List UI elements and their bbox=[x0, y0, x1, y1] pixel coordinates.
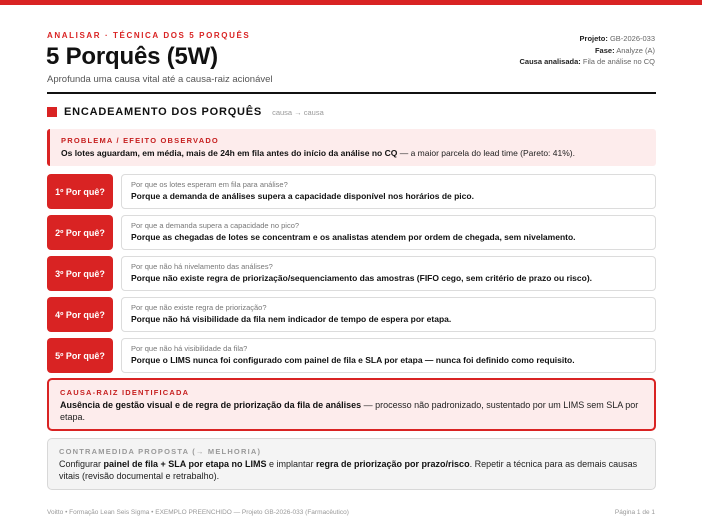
why-badge: 5º Por quê? bbox=[47, 338, 113, 373]
whys-list bbox=[47, 174, 656, 379]
page-subtitle: Aprofunda uma causa vital até a causa-raiz acionável bbox=[47, 74, 273, 85]
meta-phase-label: Fase: bbox=[594, 45, 615, 55]
why-question: Por que os lotes esperam em fila para análise? bbox=[131, 180, 288, 189]
root-cause-text-bold: Ausência de gestão visual e de regra de priorização da fila de análises bbox=[60, 400, 362, 410]
countermeasure-box bbox=[47, 438, 656, 490]
why-badge: 4º Por quê? bbox=[47, 297, 113, 332]
why-answer: Porque o LIMS nunca foi configurado com painel de fila e SLA por etapa — nunca foi definido como requisito. bbox=[131, 355, 575, 365]
why-card bbox=[121, 338, 656, 373]
meta-phase bbox=[520, 45, 656, 57]
countermeasure-bold-2: regra de priorização por prazo/risco bbox=[316, 459, 470, 469]
page-number: Página 1 de 1 bbox=[614, 509, 655, 516]
problem-text-rest: — a maior parcela do lead time (Pareto: 41%). bbox=[397, 148, 575, 158]
meta-phase-value: Analyze (A) bbox=[616, 45, 655, 55]
meta-cause bbox=[520, 56, 656, 68]
top-accent-bar bbox=[0, 0, 702, 5]
why-answer: Porque não existe regra de priorização/sequenciamento das amostras (FIFO cego, sem critério de prazo ou risco). bbox=[131, 273, 593, 283]
problem-box bbox=[47, 129, 656, 166]
section-marker bbox=[47, 107, 57, 117]
countermeasure-text-1: Configurar bbox=[59, 459, 104, 469]
why-question: Por que a demanda supera a capacidade no pico? bbox=[131, 221, 300, 230]
why-answer: Porque a demanda de análises supera a capacidade disponível nos horários de pico. bbox=[131, 191, 474, 201]
why-badge: 3º Por quê? bbox=[47, 256, 113, 291]
root-cause-label: CAUSA-RAIZ IDENTIFICADA bbox=[60, 388, 190, 397]
meta-project-label: Projeto: bbox=[579, 34, 608, 43]
why-card bbox=[121, 215, 656, 250]
project-meta bbox=[520, 33, 656, 68]
why-card bbox=[121, 297, 656, 332]
root-cause-text bbox=[60, 400, 643, 423]
header-divider bbox=[47, 92, 656, 94]
why-answer: Porque as chegadas de lotes se concentram e os analistas atendem por ordem de chegada, sem nivelamento. bbox=[131, 232, 576, 242]
why-badge: 2º Por quê? bbox=[47, 215, 113, 250]
why-badge: 1º Por quê? bbox=[47, 174, 113, 209]
why-row bbox=[47, 256, 656, 291]
countermeasure-text-3: . Repetir a técnica para as demais causas vitais (revisão documental e retrabalho). bbox=[59, 459, 638, 481]
why-row bbox=[47, 297, 656, 332]
countermeasure-text bbox=[59, 459, 644, 482]
countermeasure-bold-1: painel de fila + SLA por etapa no LIMS bbox=[103, 459, 267, 469]
section-title: ENCADEAMENTO DOS PORQUÊS bbox=[64, 106, 263, 118]
problem-label: PROBLEMA / EFEITO OBSERVADO bbox=[61, 136, 219, 145]
meta-project-value: GB-2026-033 bbox=[609, 34, 655, 43]
meta-cause-value: Fila de análise no CQ bbox=[582, 57, 655, 66]
eyebrow-label: ANALISAR · TÉCNICA DOS 5 PORQUÊS bbox=[47, 31, 251, 40]
root-cause-box bbox=[47, 378, 656, 431]
why-question: Por que não existe regra de priorização? bbox=[131, 303, 267, 312]
why-card bbox=[121, 256, 656, 291]
why-row bbox=[47, 174, 656, 209]
page-title: 5 Porquês (5W) bbox=[46, 43, 218, 70]
section-heading bbox=[47, 106, 324, 118]
problem-text-bold: Os lotes aguardam, em média, mais de 24h em fila antes do início da análise no CQ bbox=[61, 148, 398, 158]
countermeasure-label: CONTRAMEDIDA PROPOSTA (→ MELHORIA) bbox=[59, 447, 262, 456]
why-question: Por que não há visibilidade da fila? bbox=[131, 344, 248, 353]
why-row bbox=[47, 338, 656, 373]
root-cause-text-rest: — processo não padronizado, sustentado por um LIMS sem SLA por etapa. bbox=[60, 400, 639, 422]
why-question: Por que não há nivelamento das análises? bbox=[131, 262, 273, 271]
why-card bbox=[121, 174, 656, 209]
why-row bbox=[47, 215, 656, 250]
meta-cause-label: Causa analisada: bbox=[519, 57, 581, 66]
countermeasure-text-2: e implantar bbox=[266, 459, 317, 469]
footer-credits: Voitto • Formação Lean Seis Sigma • EXEMPLO PREENCHIDO — Projeto GB-2026-033 (Farmacêutico) bbox=[47, 509, 349, 516]
section-note: causa → causa bbox=[272, 107, 324, 117]
why-answer: Porque não há visibilidade da fila nem indicador de tempo de espera por etapa. bbox=[131, 314, 452, 324]
meta-project bbox=[520, 33, 656, 45]
problem-text bbox=[61, 148, 645, 158]
